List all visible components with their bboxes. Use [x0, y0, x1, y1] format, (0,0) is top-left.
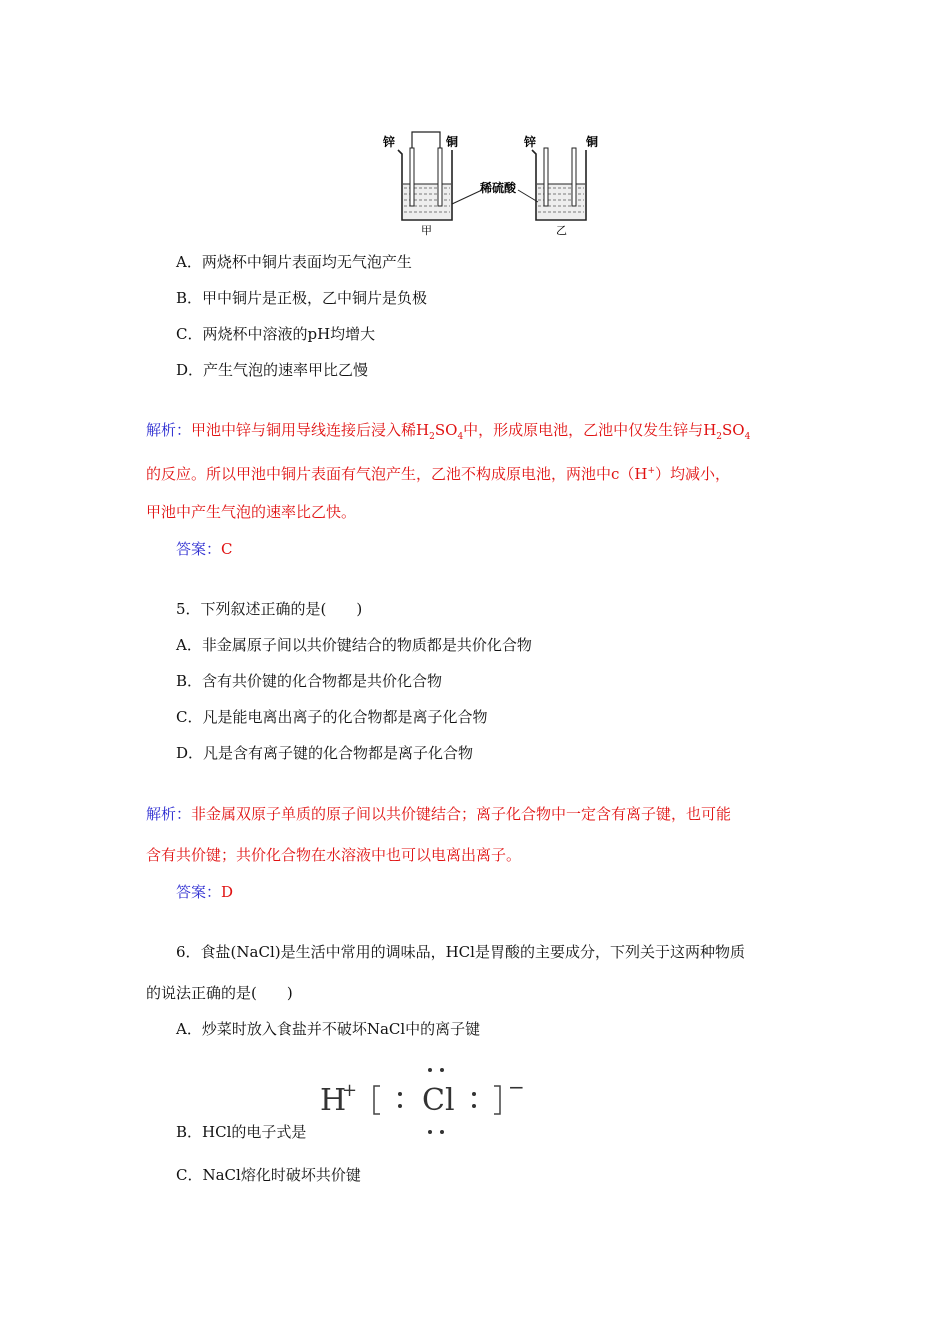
q4-formula-h2so4-a: $H_2SO_4$ [416, 421, 464, 442]
q5-analysis-label: 解析： [146, 805, 192, 823]
q4-option-c: C．两烧杯中溶液的pH均增大 [176, 325, 376, 343]
q4-formula-h2so4-b: $H_2SO_4$ [703, 421, 751, 442]
q5-option-b: B．含有共价键的化合物都是共价化合物 [176, 672, 443, 690]
q5-option-a: A．非金属原子间以共价键结合的物质都是共价化合物 [176, 636, 532, 654]
q4-option-d: D．产生气泡的速率甲比乙慢 [176, 361, 369, 379]
q4-option-a: A．两烧杯中铜片表面均无气泡产生 [176, 253, 412, 271]
formula-cl: Cl [422, 1083, 455, 1118]
q6-option-c: C．NaCl熔化时破坏共价键 [176, 1166, 361, 1184]
q5-answer-label: 答案： [176, 883, 222, 901]
formula-plus: + [342, 1080, 358, 1101]
beaker-jia [398, 132, 452, 220]
label-copper-a: 铜 [446, 135, 459, 149]
q4-analysis-line-3: 甲池中产生气泡的速率比乙快。 [146, 503, 357, 521]
hcl-electron-formula [318, 1064, 538, 1140]
q4-analysis-text-1b: 中，形成原电池，乙池中仅发生锌与 [463, 421, 704, 439]
q4-analysis-text-1a: 甲池中锌与铜用导线连接后浸入稀 [191, 421, 417, 439]
formula-minus: − [508, 1075, 525, 1099]
label-acid: 稀硫酸 [480, 181, 517, 195]
formula-h: H [320, 1083, 347, 1118]
q5-answer [176, 882, 233, 902]
q6-option-b: B．HCl的电子式是 [176, 1123, 307, 1141]
label-zinc-a: 锌 [383, 135, 396, 149]
beaker-diagram [380, 128, 610, 238]
q4-analysis-line-2: 的反应。所以甲池中铜片表面有气泡产生，乙池不构成原电池，两池中c（H+）均减小， [146, 465, 731, 483]
q5-analysis-line-2: 含有共价键；共价化合物在水溶液中也可以电离出离子。 [146, 846, 522, 864]
q6-stem-line-2: 的说法正确的是( ) [146, 984, 293, 1002]
q4-answer-label: 答案： [176, 540, 222, 558]
q6-option-a: A．炒菜时放入食盐并不破坏NaCl中的离子键 [176, 1020, 481, 1038]
q5-stem: 5．下列叙述正确的是( ) [176, 600, 363, 618]
q4-analysis-line-1 [146, 420, 750, 447]
label-yi: 乙 [556, 224, 567, 237]
label-copper-b: 铜 [586, 135, 599, 149]
q6-stem-line-1: 6．食盐(NaCl)是生活中常用的调味品，HCl是胃酸的主要成分，下列关于这两种物质 [176, 943, 745, 961]
q4-analysis-label: 解析： [146, 421, 192, 439]
q4-option-b: B．甲中铜片是正极，乙中铜片是负极 [176, 289, 428, 307]
q5-answer-value: D [221, 883, 234, 901]
q4-answer [176, 539, 233, 559]
q5-analysis-line-1: 解析：非金属双原子单质的原子间以共价键结合；离子化合物中一定含有离子键，也可能 [146, 805, 732, 823]
beaker-yi [532, 148, 586, 220]
label-jia: 甲 [421, 224, 432, 237]
q5-option-d: D．凡是含有离子键的化合物都是离子化合物 [176, 744, 474, 762]
label-zinc-b: 锌 [524, 135, 537, 149]
q4-answer-value: C [221, 540, 233, 558]
q5-option-c: C．凡是能电离出离子的化合物都是离子化合物 [176, 708, 488, 726]
